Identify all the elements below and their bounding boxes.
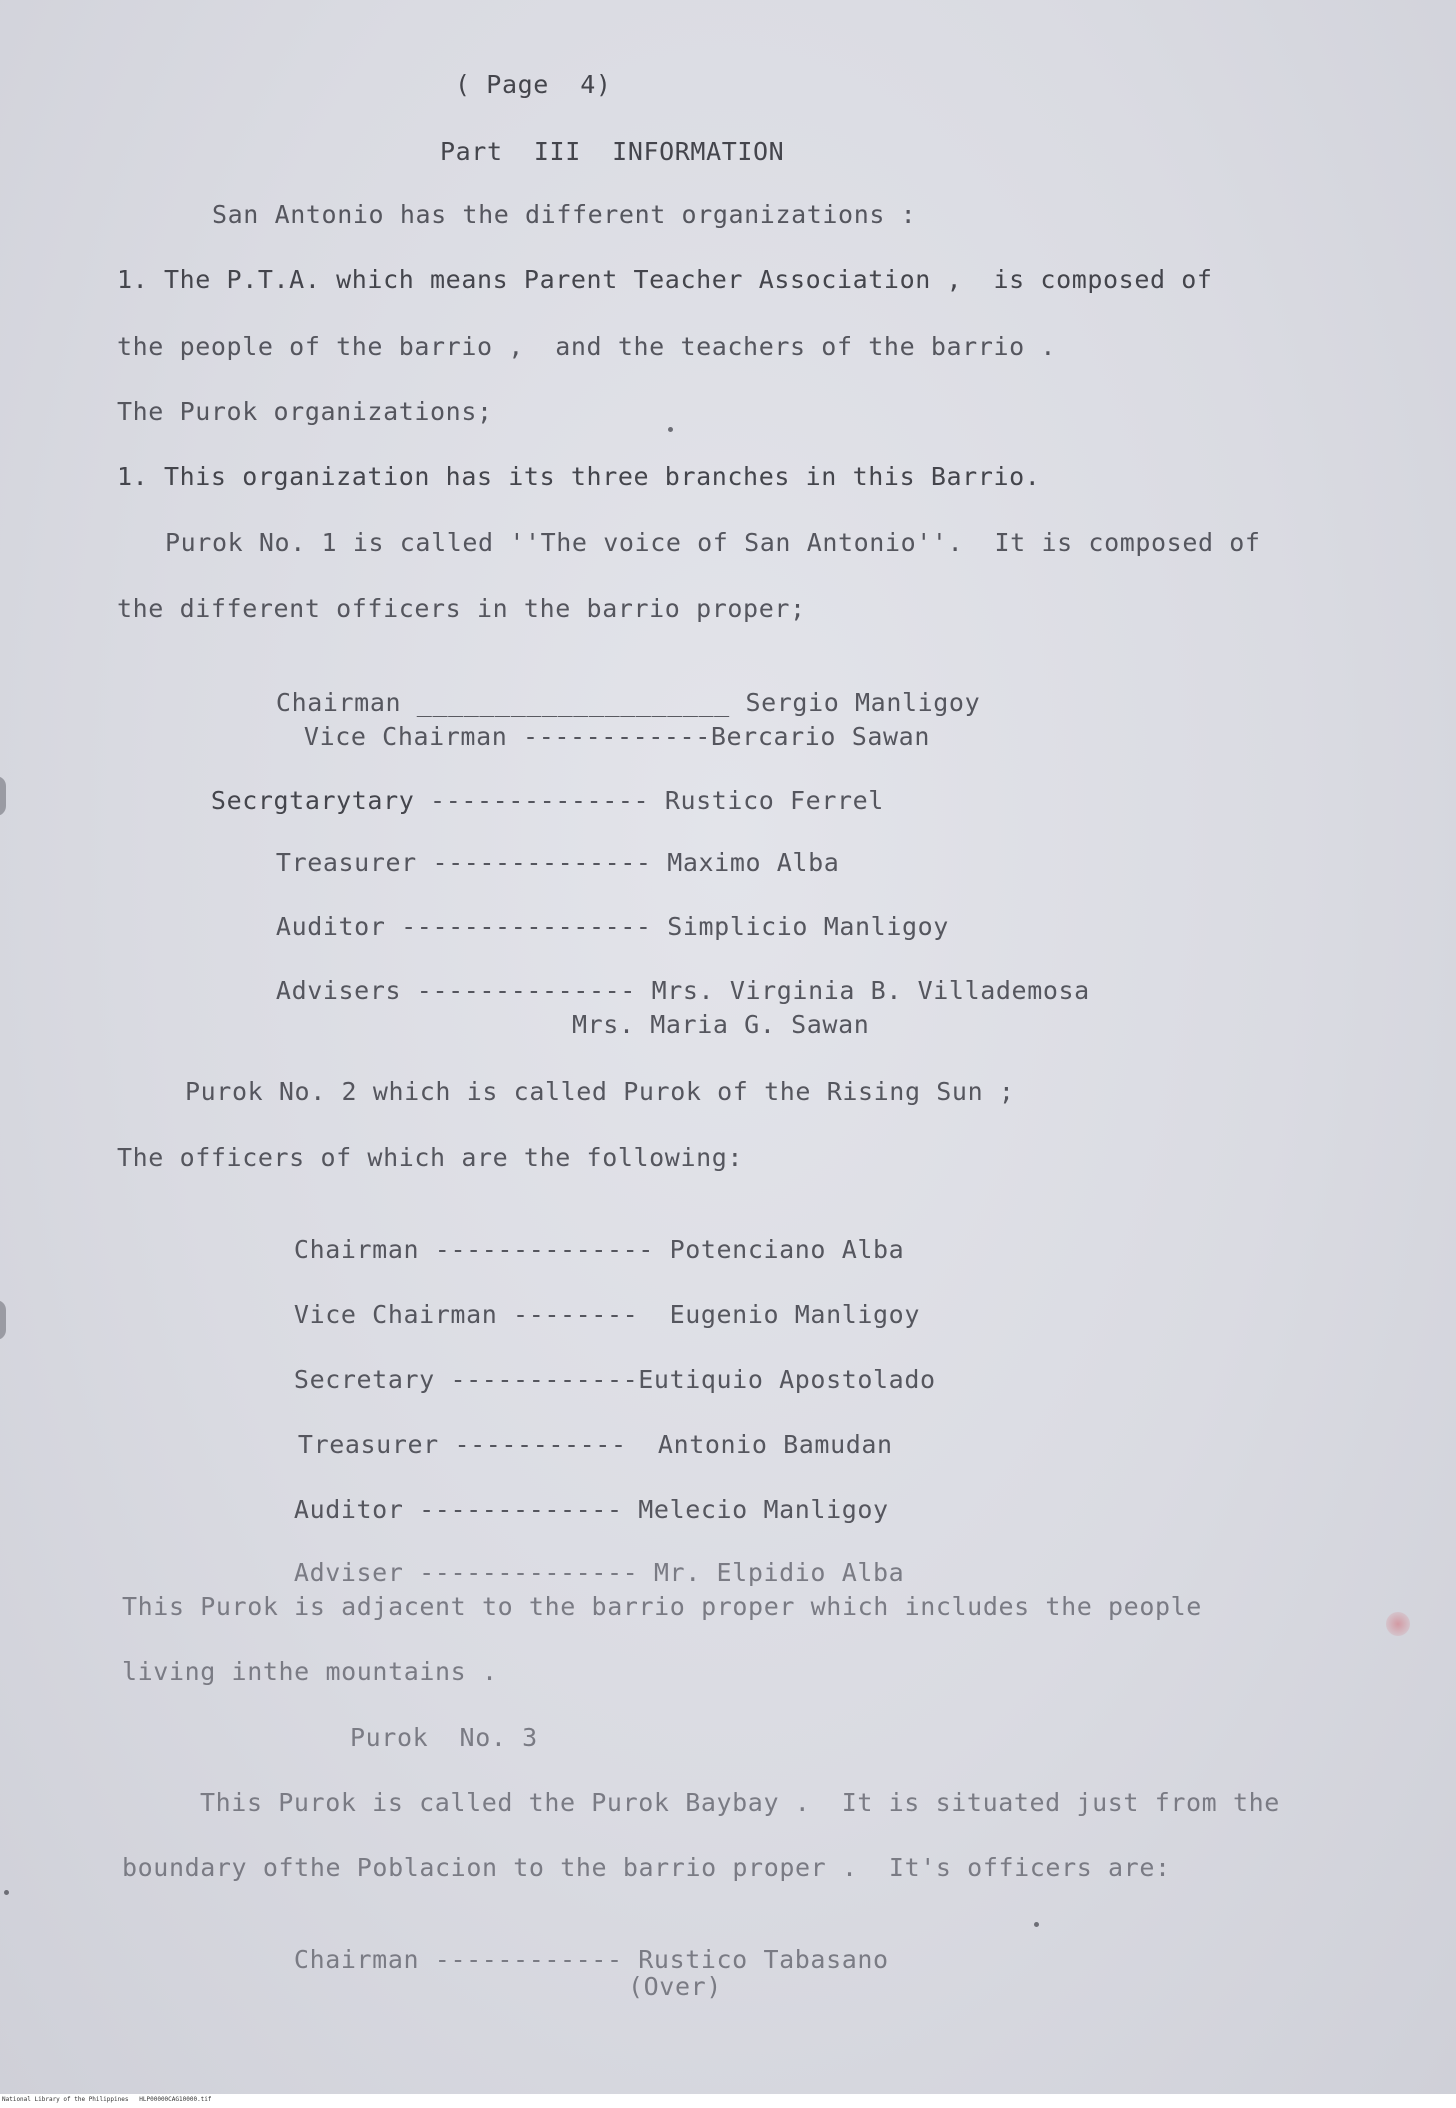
scan-footer <box>0 2094 1456 2108</box>
intro-paragraph: San Antonio has the different organizations : <box>212 200 917 229</box>
officer-name: Antonio Bamudan <box>642 1430 893 1459</box>
officer-role: Auditor <box>275 912 386 941</box>
officer-role: Vice Chairman <box>293 1300 498 1329</box>
officer-name: Eutiquio Apostolado <box>638 1365 936 1394</box>
officer-separator: -------------- <box>414 786 665 815</box>
officer-name: Simplicio Manligoy <box>667 912 949 941</box>
second-adviser: Mrs. Maria G. Sawan <box>572 1010 870 1039</box>
officer-role: Adviser <box>293 1558 404 1587</box>
officer-separator: ------------ <box>419 1945 639 1974</box>
officer-separator: ____________________ <box>401 688 746 717</box>
officer-separator: ----------- <box>438 1430 643 1459</box>
branches-line: 1. This organization has its three branches in this Barrio. <box>117 462 1041 491</box>
officer-name: Maximo Alba <box>667 848 840 877</box>
page-number: ( Page 4) <box>455 70 612 99</box>
officer-separator: -------------- <box>403 1558 654 1587</box>
purok2-note-2: living inthe mountains . <box>122 1657 498 1686</box>
officer-role: Auditor <box>293 1495 404 1524</box>
officer-name: Potenciano Alba <box>669 1235 905 1264</box>
officer-name: Rustico Ferrel <box>664 786 884 815</box>
officer-separator: ---------------- <box>385 912 668 941</box>
purok3-line-1: This Purok is called the Purok Baybay . It is situated just from the <box>200 1788 1280 1817</box>
officer-role: Vice Chairman <box>303 722 508 751</box>
officer-name: Sergio Manligoy <box>745 688 981 717</box>
officer-separator: -------- <box>497 1300 670 1329</box>
over-note: (Over) <box>628 1972 722 2001</box>
officer-role: Treasurer <box>275 848 417 877</box>
punch-hole <box>0 1300 6 1340</box>
purok2-note-1: This Purok is adjacent to the barrio proper which includes the people <box>122 1592 1202 1621</box>
purok-heading: The Purok organizations; <box>117 397 493 426</box>
purok3-line-2: boundary ofthe Poblacion to the barrio proper . It's officers are: <box>122 1853 1171 1882</box>
purok3-heading: Purok No. 3 <box>350 1723 538 1752</box>
officer-role: Secretary <box>293 1365 435 1394</box>
officer-role: Chairman <box>293 1235 420 1264</box>
officer-separator: ------------ <box>507 722 711 751</box>
officer-role: Chairman <box>293 1945 420 1974</box>
purok2-line-2: The officers of which are the following: <box>117 1143 744 1172</box>
officer-separator: -------------- <box>401 976 652 1005</box>
officer-separator: -------------- <box>419 1235 670 1264</box>
officer-name: Mrs. Virginia B. Villademosa <box>651 976 1090 1005</box>
officer-name: Mr. Elpidio Alba <box>653 1558 905 1587</box>
officer-separator: -------------- <box>416 848 668 877</box>
pta-line-2: the people of the barrio , and the teachers of the barrio . <box>117 332 1057 361</box>
officer-role: Chairman <box>275 688 402 717</box>
ink-dot <box>668 427 673 432</box>
scan-caption: National Library of the Philippines HLP00000CAG10000.tif <box>2 2096 212 2103</box>
purok2-line-1: Purok No. 2 which is called Purok of the Rising Sun ; <box>185 1077 1015 1106</box>
officer-role: Treasurer <box>297 1430 439 1459</box>
purok1-line-2: the different officers in the barrio proper; <box>117 594 806 623</box>
officer-separator: ------------ <box>434 1365 639 1394</box>
ink-dot <box>1034 1922 1039 1927</box>
officer-role: Secrgtarytary <box>210 786 415 815</box>
pta-line-1: 1. The P.T.A. which means Parent Teacher Association , is composed of <box>117 265 1213 294</box>
officer-role: Advisers <box>275 976 402 1005</box>
officer-name: Melecio Manligoy <box>638 1495 889 1524</box>
punch-hole <box>0 776 6 816</box>
officer-row <box>200 1915 889 2005</box>
ink-dot <box>4 1890 9 1895</box>
ink-stain <box>1386 1612 1410 1636</box>
officer-name: Eugenio Manligoy <box>669 1300 920 1329</box>
purok1-line-1: Purok No. 1 is called ''The voice of San Antonio''. It is composed of <box>165 528 1261 557</box>
section-title: Part III INFORMATION <box>440 137 785 166</box>
officer-name: Bercario Sawan <box>710 722 930 751</box>
officer-separator: ------------- <box>403 1495 639 1524</box>
officer-name: Rustico Tabasano <box>638 1945 889 1974</box>
